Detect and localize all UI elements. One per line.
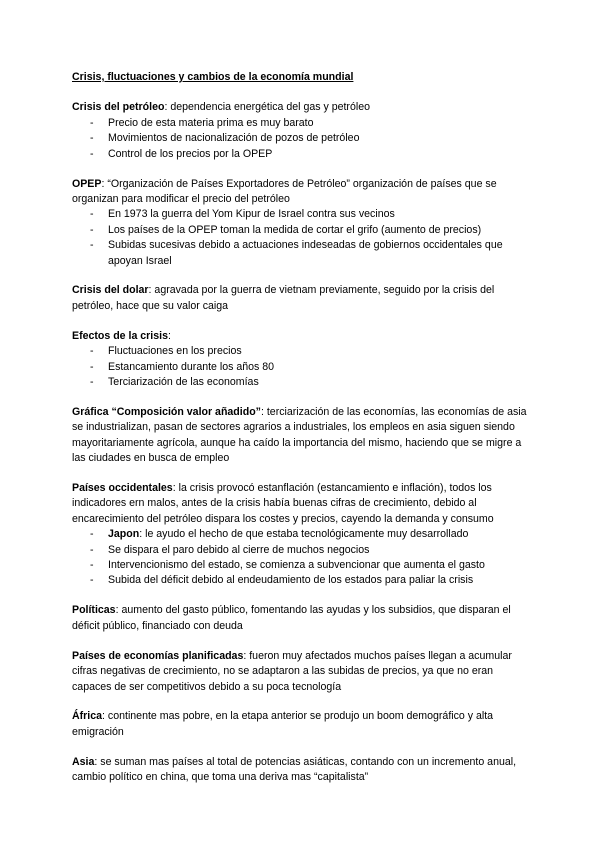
page-title: Crisis, fluctuaciones y cambios de la economía mundial <box>72 71 354 83</box>
section-africa <box>72 709 530 740</box>
planificadas-label: Países de economías planificadas <box>72 649 244 662</box>
list-item: - Estancamiento durante los años 80 <box>72 360 530 375</box>
asia-label: Asia <box>72 755 95 768</box>
list-item: - Subida del déficit debido al endeudamiento de los estados para paliar la crisis <box>72 573 530 588</box>
grafica-label: Gráfica “Composición valor añadido” <box>72 405 261 418</box>
japon-label: Japon <box>108 528 140 541</box>
grafica-text: : terciarización de las economías, las economías de asia se industrializan, pasan de sectores agrarios a industriales, los empleos en asia siguen siendo mayoritariamente agrícola, aunque ha caído la importancia del mismo, haciendo que se migre a las ciudades en busca de empleo <box>72 405 527 465</box>
occidentales-label: Países occidentales <box>72 482 173 495</box>
petroleo-text: : dependencia energética del gas y petróleo <box>164 101 370 114</box>
list-item: - Control de los precios por la OPEP <box>72 147 530 162</box>
opep-text: : “Organización de Países Exportadores de Petróleo” organización de países que se organizan para modificar el precio del petróleo <box>72 177 497 205</box>
list-item: - Terciarización de las economías <box>72 375 530 390</box>
list-item <box>72 527 530 542</box>
opep-list <box>72 207 530 269</box>
section-politicas <box>72 603 530 634</box>
section-efectos <box>72 329 530 391</box>
section-petroleo <box>72 100 530 162</box>
section-occidentales <box>72 481 530 589</box>
petroleo-label: Crisis del petróleo <box>72 101 165 114</box>
section-dolar <box>72 283 530 314</box>
efectos-label: Efectos de la crisis <box>72 329 168 342</box>
list-item: - En 1973 la guerra del Yom Kipur de Israel contra sus vecinos <box>72 207 530 222</box>
list-item: - Precio de esta materia prima es muy barato <box>72 116 530 131</box>
section-grafica <box>72 405 530 467</box>
occidentales-text: : la crisis provocó estanflación (estancamiento e inflación), todos los indicadores ern malos, antes de la crisis había buenas cifras de crecimiento, debido al encarecimiento del petróleo dispara los costes y precios, cayendo la demanda y consumo <box>72 482 494 525</box>
planificadas-text: : fueron muy afectados muchos países llegan a acumular cifras negativas de crecimiento, no se adaptaron a las subidas de precios, ya que no eran capaces de ser competitivos debido a su poca tecnología <box>72 649 512 693</box>
list-item: - Fluctuaciones en los precios <box>72 344 530 359</box>
efectos-text: : <box>167 329 171 342</box>
japon-text: : le ayudo el hecho de que estaba tecnológicamente muy desarrollado <box>139 528 469 541</box>
list-item: - Intervencionismo del estado, se comienza a subvencionar que aumenta el gasto <box>72 558 530 573</box>
occidentales-list <box>72 527 530 589</box>
petroleo-list <box>72 116 530 162</box>
dolar-label: Crisis del dolar <box>72 284 149 297</box>
opep-label: OPEP <box>72 177 102 190</box>
section-opep <box>72 177 530 269</box>
section-asia <box>72 755 530 786</box>
asia-text: : se suman mas países al total de potencias asiáticas, contando con un incremento anual, cambio político en china, que toma una deriva mas “capitalista” <box>72 755 517 784</box>
list-item: - Movimientos de nacionalización de pozos de petróleo <box>72 131 530 146</box>
efectos-list <box>72 344 530 390</box>
list-item: - Subidas sucesivas debido a actuaciones indeseadas de gobiernos occidentales que apoyan Israel <box>72 238 530 269</box>
section-planificadas <box>72 649 530 695</box>
document-body <box>72 70 530 800</box>
list-item: - Se dispara el paro debido al cierre de muchos negocios <box>72 543 530 558</box>
list-item: - Los países de la OPEP toman la medida de cortar el grifo (aumento de precios) <box>72 223 530 238</box>
politicas-label: Políticas <box>72 604 116 617</box>
africa-text: : continente mas pobre, en la etapa anterior se produjo un boom demográfico y alta emigración <box>72 710 494 738</box>
politicas-text: : aumento del gasto público, fomentando las ayudas y los subsidios, que disparan el déficit público, financiado con deuda <box>72 604 511 632</box>
dolar-text: : agravada por la guerra de vietnam previamente, seguido por la crisis del petróleo, hace que su valor caiga <box>72 284 495 312</box>
africa-label: África <box>72 710 103 723</box>
